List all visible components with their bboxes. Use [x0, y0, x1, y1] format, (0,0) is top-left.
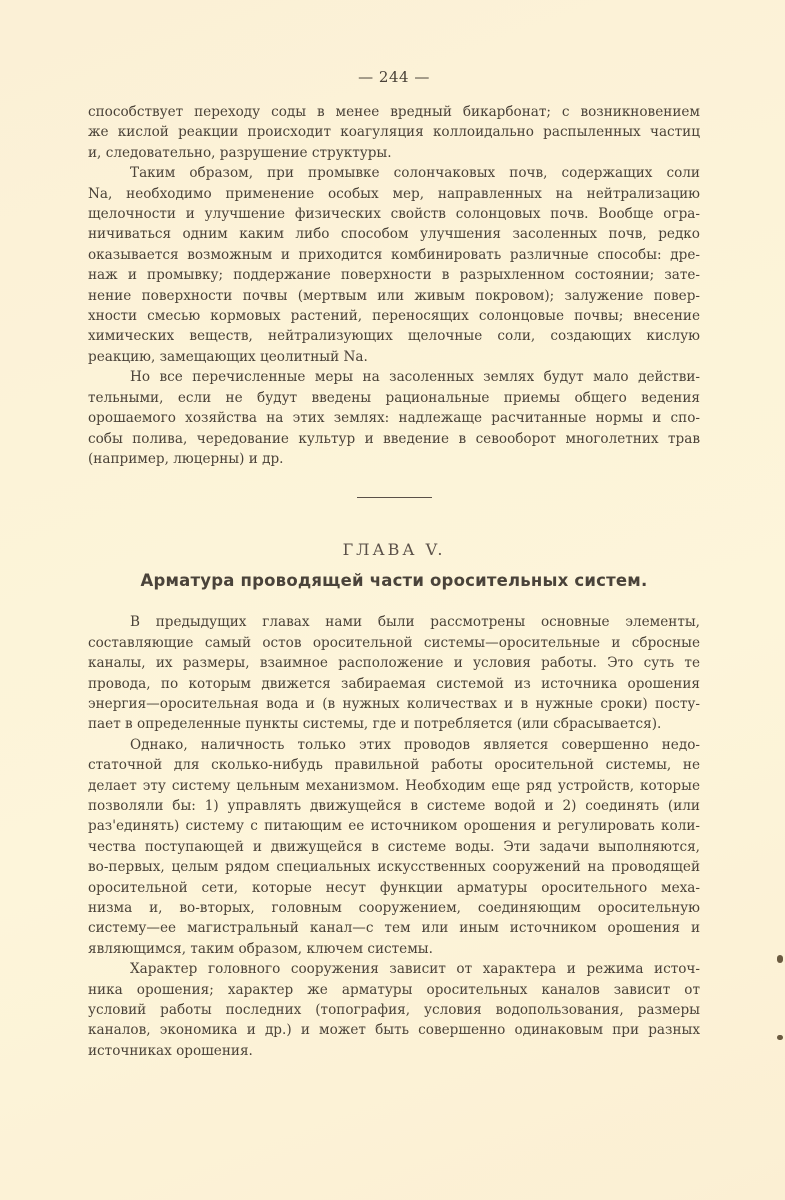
text-line: являющимся, таким образом, ключем системы.	[88, 940, 433, 957]
text-line: тельными, если не будут введены рациональные приемы общего ведения	[88, 389, 700, 406]
text-line: чества поступающей и движущейся в системе воды. Эти задачи выполняются,	[88, 838, 700, 855]
text-line: каналы, их размеры, взаимное расположение и условия работы. Это суть те	[88, 655, 700, 672]
text-line: Однако, наличность только этих проводов является совершенно недо-	[130, 736, 700, 753]
text-line: реакцию, замещающих цеолитный Na.	[88, 348, 368, 365]
page-edge-mark	[777, 1035, 783, 1040]
text-line: источниках орошения.	[88, 1042, 253, 1059]
section-divider	[357, 497, 432, 498]
text-line: орошаемого хозяйства на этих землях: надлежаще расчитанные нормы и спо-	[88, 410, 700, 427]
text-line: ничиваться одним каким либо способом улучшения засоленных почв, редко	[88, 226, 700, 243]
text-line: низма и, во-вторых, головным сооружением, соединяющим оросительную	[88, 900, 700, 916]
text-line: наж и промывку; поддержание поверхности в разрыхленном состоянии; зате-	[88, 267, 700, 284]
page-number: — 244 —	[358, 68, 430, 86]
chapter-label: ГЛАВА V.	[342, 540, 446, 560]
paragraph	[88, 163, 700, 367]
section-after	[88, 612, 700, 1061]
text-line: пает в определенные пункты системы, где и потребляется (или сбрасывается).	[88, 716, 662, 733]
paragraph	[88, 102, 700, 163]
text-line: собы полива, чередование культур и введение в севооборот многолетних трав	[88, 430, 700, 447]
text-line: раз'единять) систему с питающим ее источником орошения и регулировать коли-	[88, 818, 700, 835]
text-line: делает эту систему цельным механизмом. Необходим еще ряд устройств, которые	[88, 777, 700, 794]
paragraph	[88, 367, 700, 469]
text-line: Но все перечисленные меры на засоленных землях будут мало действи-	[130, 369, 700, 386]
text-line: составляющие самый остов оросительной системы—оросительные и сбросные	[88, 634, 700, 651]
text-line: (например, люцерны) и др.	[88, 450, 284, 467]
text-line: химических веществ, нейтрализующих щелочные соли, создающих кислую	[88, 328, 700, 345]
text-line: позволяли бы: 1) управлять движущейся в системе водой и 2) соединять (или	[88, 797, 700, 814]
text-line: систему—ее магистральный канал—с тем или иным источником орошения и	[88, 920, 700, 937]
text-line: же кислой реакции происходит коагуляция коллоидально распыленных частиц	[88, 124, 700, 141]
text-line: во-первых, целым рядом специальных искусственных сооружений на проводящей	[88, 859, 700, 876]
text-line: каналов, экономика и др.) и может быть совершенно одинаковым при разных	[88, 1022, 700, 1039]
paragraph	[88, 735, 700, 959]
text-line: хности смесью кормовых растений, переносящих солонцовые почвы; внесение	[88, 308, 700, 325]
text-line: В предыдущих главах нами были рассмотрены основные элементы,	[130, 614, 700, 631]
text-line: Таким образом, при промывке солончаковых почв, содержащих соли	[130, 165, 700, 182]
text-line: условий работы последних (топография, условия водопользования, размеры	[88, 1002, 700, 1019]
text-line: энергия—оросительная вода и (в нужных количествах и в нужные сроки) посту-	[88, 695, 700, 712]
text-line: Na, необходимо применение особых мер, направленных на нейтрализацию	[88, 185, 700, 202]
text-line: оказывается возможным и приходится комбинировать различные способы: дре-	[88, 246, 700, 263]
text-line: оросительной сети, которые несут функции арматуры оросительного меха-	[88, 879, 700, 896]
paragraph	[88, 612, 700, 734]
text-line: и, следовательно, разрушение структуры.	[88, 144, 392, 161]
text-line: способствует переходу соды в менее вредный бикарбонат; с возникновением	[88, 104, 700, 120]
text-line: Характер головного сооружения зависит от характера и режима источ-	[130, 961, 700, 978]
book-page	[88, 68, 700, 1061]
text-line: нение поверхности почвы (мертвым или живым покровом); залужение повер-	[88, 287, 700, 304]
chapter-title: Арматура проводящей части оросительных систем.	[140, 571, 648, 591]
text-line: ника орошения; характер же арматуры оросительных каналов зависит от	[88, 981, 700, 998]
paragraph	[88, 959, 700, 1061]
text-line: статочной для сколько-нибудь правильной работы оросительной системы, не	[88, 757, 700, 774]
page-edge-mark	[777, 955, 783, 963]
text-line: провода, по которым движется забираемая системой из источника орошения	[88, 675, 700, 692]
section-before	[88, 102, 700, 469]
text-line: щелочности и улучшение физических свойств солонцовых почв. Вообще огра-	[88, 206, 700, 223]
